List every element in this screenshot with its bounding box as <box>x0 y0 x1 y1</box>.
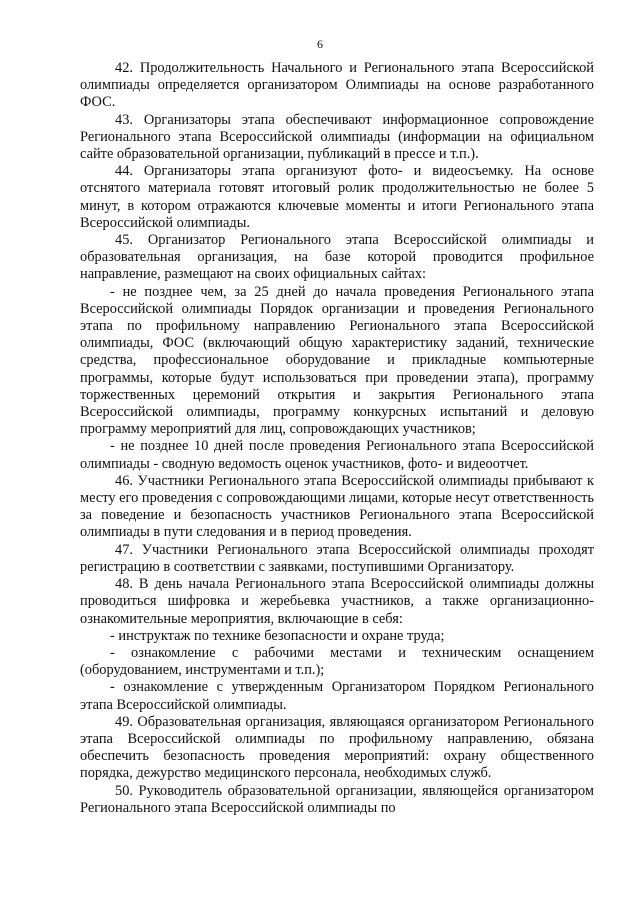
paragraph-45: 45. Организатор Регионального этапа Всероссийской олимпиады и образовательная организация, на базе которой проводится профильное направление, размещают на своих официальных сайтах: <box>80 232 594 283</box>
paragraph-50: 50. Руководитель образовательной организации, являющейся организатором Регионального этапа Всероссийской олимпиады по <box>80 782 594 816</box>
paragraph-45-item-1: - не позднее чем, за 25 дней до начала проведения Регионального этапа Всероссийской олимпиады Порядок организации и проведения Регионального этапа по профильному направлению Регионального этапа Всероссийской олимпиады, ФОС (включающий общую характеристику заданий, технические средства, профессиональное оборудование и прикладные компьютерные программы, которые будут использоваться при проведении этапа), программу торжественных церемоний открытия и закрытия Регионального этапа Всероссийской олимпиады, программу конкурсных испытаний и деловую программу мероприятий для лиц, сопровождающих участников; <box>80 283 594 438</box>
paragraph-48-item-3: - ознакомление с утвержденным Организатором Порядком Регионального этапа Всероссийской олимпиады. <box>80 679 594 713</box>
document-body <box>80 60 594 817</box>
paragraph-49: 49. Образовательная организация, являющаяся организатором Регионального этапа Всероссийской олимпиады по профильному направлению, обязана обеспечить безопасность проведения мероприятий: охрану общественного порядка, дежурство медицинского персонала, необходимых служб. <box>80 713 594 782</box>
paragraph-48: 48. В день начала Регионального этапа Всероссийской олимпиады должны проводиться шифровка и жеребьевка участников, а также организационно-ознакомительные мероприятия, включающие в себя: <box>80 576 594 627</box>
paragraph-44: 44. Организаторы этапа организуют фото- и видеосъемку. На основе отснятого материала готовят итоговый ролик продолжительностью не более 5 минут, в котором отражаются ключевые моменты и итоги Регионального этапа Всероссийской олимпиады. <box>80 163 594 231</box>
paragraph-46: 46. Участники Регионального этапа Всероссийской олимпиады прибывают к месту его проведения с сопровождающими лицами, которые несут ответственность за поведение и безопасность участников Регионального этапа Всероссийской олимпиады в пути следования и в период проведения. <box>80 472 594 541</box>
page-number: 6 <box>317 37 323 51</box>
paragraph-42: 42. Продолжительность Начального и Регионального этапа Всероссийской олимпиады определяется организатором Олимпиады на основе разработанного ФОС. <box>80 60 594 111</box>
paragraph-48-item-1: - инструктаж по технике безопасности и охране труда; <box>110 627 445 644</box>
paragraph-47: 47. Участники Регионального этапа Всероссийской олимпиады проходят регистрацию в соответствии с заявками, поступившими Организатору. <box>80 541 594 575</box>
paragraph-43: 43. Организаторы этапа обеспечивают информационное сопровождение Регионального этапа Всероссийской олимпиады (информации на официальном сайте образовательной организации, публикаций в прессе и т.п.). <box>80 111 594 163</box>
paragraph-45-item-2: - не позднее 10 дней после проведения Регионального этапа Всероссийской олимпиады - сводную ведомость оценок участников, фото- и видеоотчет. <box>80 438 594 472</box>
paragraph-48-item-2: - ознакомление с рабочими местами и техническим оснащением (оборудованием, инструментами и т.п.); <box>80 644 594 679</box>
